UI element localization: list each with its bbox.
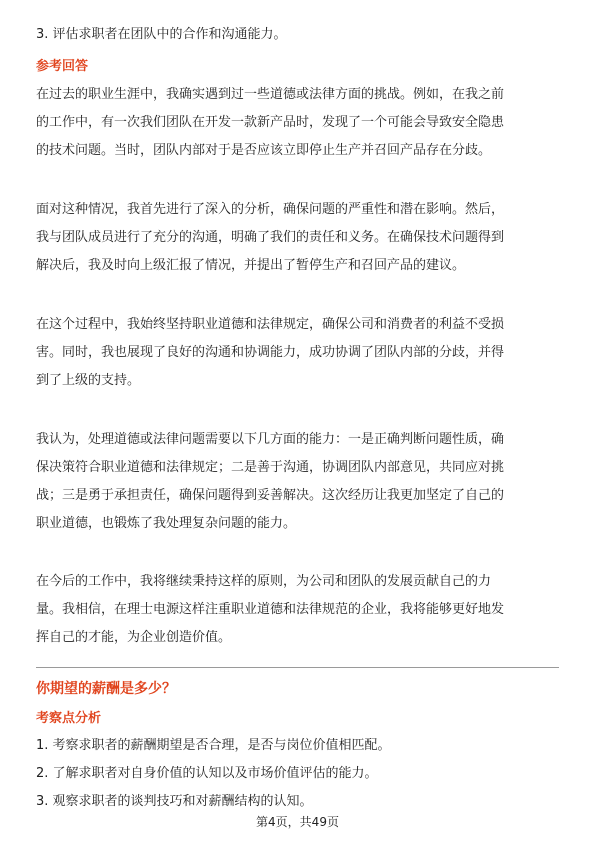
paragraph-line: 到了上级的支持。 (36, 373, 141, 388)
answer-paragraph-5 (36, 573, 504, 647)
answer-paragraph-1 (36, 86, 504, 160)
paragraph-line: 我认为，处理道德或法律问题需要以下几方面的能力：一是正确判断问题性质，确 (36, 432, 505, 447)
paragraph-line: 挥自己的才能，为企业创造价值。 (36, 630, 232, 645)
paragraph-line: 战；三是勇于承担责任，确保问题得到妥善解决。这次经历让我更加坚定了自己的 (36, 488, 505, 503)
question-title: 你期望的薪酬是多少？ (36, 681, 176, 697)
paragraph-line: 我与团队成员进行了充分的沟通，明确了我们的责任和义务。在确保技术问题得到 (36, 230, 505, 245)
analysis-item-2: 2. 了解求职者对自身价值的认知以及市场价值评估的能力。 (36, 766, 378, 781)
paragraph-line: 的技术问题。当时，团队内部对于是否应该立即停止生产并召回产品存在分歧。 (36, 143, 492, 158)
answer-heading: 参考回答 (36, 59, 89, 74)
paragraph-line: 解决后，我及时向上级汇报了情况，并提出了暂停生产和召回产品的建议。 (36, 258, 466, 273)
section-divider (36, 667, 559, 668)
paragraph-line: 职业道德，也锻炼了我处理复杂问题的能力。 (36, 516, 297, 531)
paragraph-line: 在今后的工作中，我将继续秉持这样的原则，为公司和团队的发展贡献自己的力 (36, 574, 492, 589)
paragraph-line: 在这个过程中，我始终坚持职业道德和法律规定，确保公司和消费者的利益不受损 (36, 317, 505, 332)
paragraph-line: 量。我相信，在理士电源这样注重职业道德和法律规范的企业，我将能够更好地发 (36, 602, 505, 617)
analysis-item-3: 3. 观察求职者的谈判技巧和对薪酬结构的认知。 (36, 794, 313, 809)
paragraph-line: 保决策符合职业道德和法律规定；二是善于沟通，协调团队内部意见，共同应对挑 (36, 460, 505, 475)
evaluation-item-3: 3. 评估求职者在团队中的合作和沟通能力。 (36, 27, 287, 42)
answer-paragraph-3 (36, 316, 504, 390)
analysis-item-1: 1. 考察求职者的薪酬期望是否合理，是否与岗位价值相匹配。 (36, 738, 391, 753)
page-number-footer: 第4页，共49页 (256, 815, 339, 829)
answer-paragraph-4 (36, 431, 504, 533)
paragraph-line: 害。同时，我也展现了良好的沟通和协调能力，成功协调了团队内部的分歧，并得 (36, 345, 505, 360)
paragraph-line: 的工作中，有一次我们团队在开发一款新产品时，发现了一个可能会导致安全隐患 (36, 115, 505, 130)
answer-paragraph-2 (36, 201, 504, 275)
paragraph-line: 在过去的职业生涯中，我确实遇到过一些道德或法律方面的挑战。例如，在我之前 (36, 87, 505, 102)
analysis-heading: 考察点分析 (36, 711, 102, 726)
paragraph-line: 面对这种情况，我首先进行了深入的分析，确保问题的严重性和潜在影响。然后， (36, 202, 505, 217)
